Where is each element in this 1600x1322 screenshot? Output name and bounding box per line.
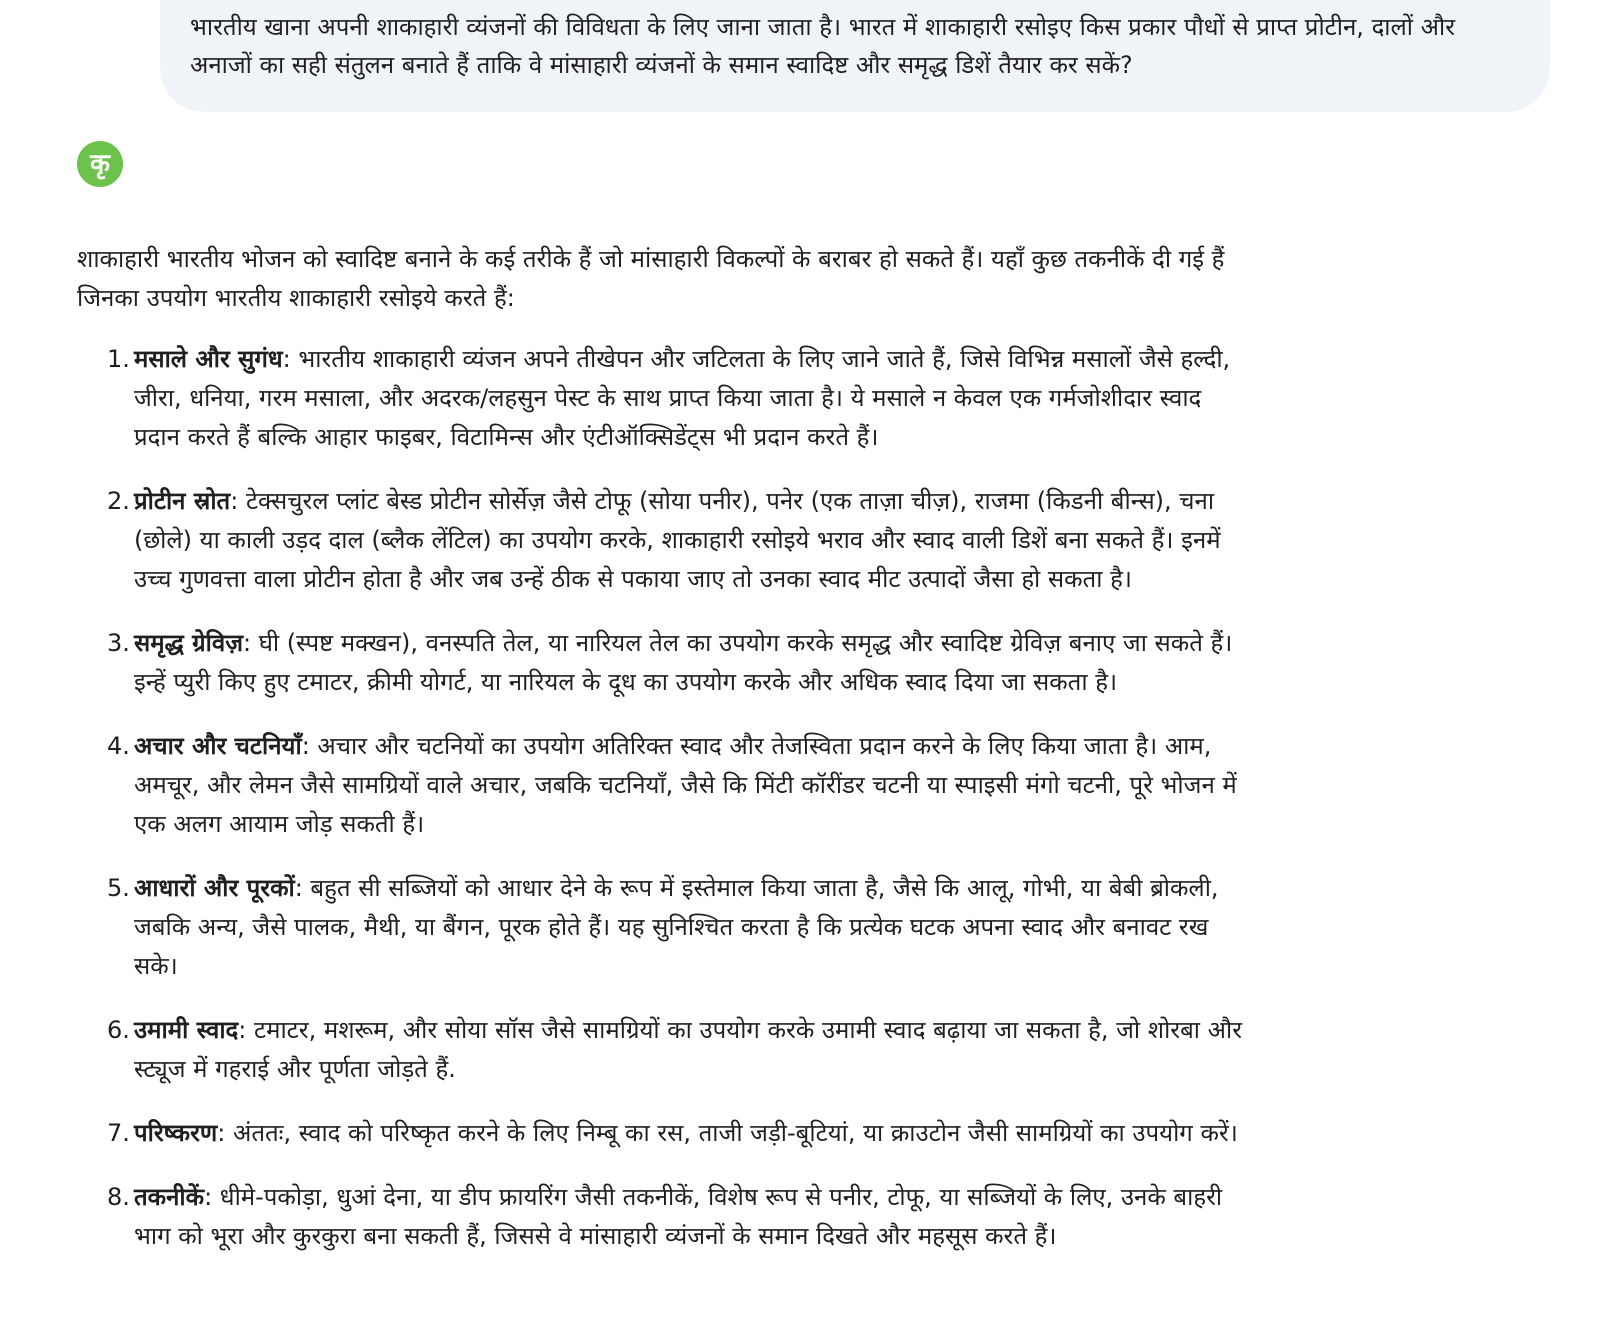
list-item-number: 7. [107, 1119, 130, 1147]
list-item-text: : भारतीय शाकाहारी व्यंजन अपने तीखेपन और जटिलता के लिए जाने जाते हैं, जिसे विभिन्न मसालों जैसे हल्दी, जीरा, धनिया, गरम मसाला, और अदरक/लहसुन पेस्ट के साथ प्राप्त किया जाता है। ये मसाले न केवल एक गर्मजोशीदार स्वाद प्रदान करते हैं बल्कि आहार फाइबर, विटामिन्स और एंटीऑक्सिडेंट्स भी प्रदान करते हैं। [134, 345, 1231, 451]
list-item-text: : घी (स्पष्ट मक्खन), वनस्पति तेल, या नारियल तेल का उपयोग करके समृद्ध और स्वादिष्ट ग्रेविज़ बनाए जा सकते हैं। इन्हें प्युरी किए हुए टमाटर, क्रीमी योगर्ट, या नारियल के दूध का उपयोग करके और अधिक स्वाद दिया जा सकता है। [134, 629, 1233, 696]
list-item-term: परिष्करण [134, 1119, 218, 1147]
list-item-term: उमामी स्वाद [134, 1016, 239, 1044]
list-item [77, 1178, 1247, 1256]
list-item [77, 1011, 1247, 1089]
list-item-number: 5. [107, 874, 130, 902]
list-item-term: आधारों और पूरकों [134, 874, 295, 902]
user-message-bubble [160, 0, 1550, 112]
list-item-text: : अंततः, स्वाद को परिष्कृत करने के लिए निम्बू का रस, ताजी जड़ी-बूटियां, या क्राउटोन जैसी सामग्रियों का उपयोग करें। [217, 1119, 1238, 1147]
assistant-avatar [77, 141, 123, 187]
list-item-text: : टेक्सचुरल प्लांट बेस्ड प्रोटीन सोर्सेज़ जैसे टोफू (सोया पनीर), पनेर (एक ताज़ा चीज़), राजमा (किडनी बीन्स), चना (छोले) या काली उड़द दाल (ब्लैक लेंटिल) का उपयोग करके, शाकाहारी रसोइये भराव और स्वाद वाली डिशें बना सकते हैं। इनमें उच्च गुणवत्ता वाला प्रोटीन होता है और जब उन्हें ठीक से पकाया जाए तो उनका स्वाद मीट उत्पादों जैसा हो सकता है। [134, 487, 1221, 593]
assistant-response [77, 240, 1247, 1281]
list-item-text: : अचार और चटनियों का उपयोग अतिरिक्त स्वाद और तेजस्विता प्रदान करने के लिए किया जाता है। आम, अमचूर, और लेमन जैसे सामग्रियों वाले अचार, जबकि चटनियाँ, जैसे कि मिंटी कॉरींडर चटनी या स्पाइसी मंगो चटनी, पूरे भोजन में एक अलग आयाम जोड़ सकती हैं। [134, 732, 1237, 838]
list-item [77, 869, 1247, 986]
user-message-text: भारतीय खाना अपनी शाकाहारी व्यंजनों की विविधता के लिए जाना जाता है। भारत में शाकाहारी रसोइए किस प्रकार पौधों से प्राप्त प्रोटीन, दालों और अनाजों का सही संतुलन बनाते हैं ताकि वे मांसाहारी व्यंजनों के समान स्वादिष्ट और समृद्ध डिशें तैयार कर सकें? [190, 13, 1456, 79]
list-item-term: अचार और चटनियाँ [134, 732, 302, 760]
list-item-number: 8. [107, 1183, 130, 1211]
list-item-term: समृद्ध ग्रेविज़ [134, 629, 244, 657]
list-item [77, 624, 1247, 702]
list-item [77, 1114, 1247, 1153]
list-item-term: मसाले और सुगंध [134, 345, 283, 373]
list-item-text: : बहुत सी सब्जियों को आधार देने के रूप में इस्तेमाल किया जाता है, जैसे कि आलू, गोभी, या बेबी ब्रोकली, जबकि अन्य, जैसे पालक, मैथी, या बैंगन, पूरक होते हैं। यह सुनिश्चित करता है कि प्रत्येक घटक अपना स्वाद और बनावट रख सके। [134, 874, 1219, 980]
list-item [77, 340, 1247, 457]
list-item-number: 6. [107, 1016, 130, 1044]
assistant-avatar-letter: कृ [90, 149, 110, 179]
list-item-text: : टमाटर, मशरूम, और सोया सॉस जैसे सामग्रियों का उपयोग करके उमामी स्वाद बढ़ाया जा सकता है, जो शोरबा और स्ट्यूज में गहराई और पूर्णता जोड़ते हैं. [134, 1016, 1243, 1083]
list-item-number: 4. [107, 732, 130, 760]
list-item [77, 727, 1247, 844]
list-item-term: तकनीकें [134, 1183, 205, 1211]
list-item-term: प्रोटीन स्रोत [134, 487, 231, 515]
list-item-text: : धीमे-पकोड़ा, धुआं देना, या डीप फ्रायरिंग जैसी तकनीकें, विशेष रूप से पनीर, टोफू, या सब्जियों के लिए, उनके बाहरी भाग को भूरा और कुरकुरा बना सकती हैं, जिससे वे मांसाहारी व्यंजनों के समान दिखते और महसूस करते हैं। [134, 1183, 1223, 1250]
response-intro: शाकाहारी भारतीय भोजन को स्वादिष्ट बनाने के कई तरीके हैं जो मांसाहारी विकल्पों के बराबर हो सकते हैं। यहाँ कुछ तकनीकें दी गई हैं जिनका उपयोग भारतीय शाकाहारी रसोइये करते हैं: [77, 245, 1225, 312]
response-list [77, 340, 1247, 1256]
list-item-number: 1. [107, 345, 130, 373]
list-item-number: 3. [107, 629, 130, 657]
list-item-number: 2. [107, 487, 130, 515]
list-item [77, 482, 1247, 599]
